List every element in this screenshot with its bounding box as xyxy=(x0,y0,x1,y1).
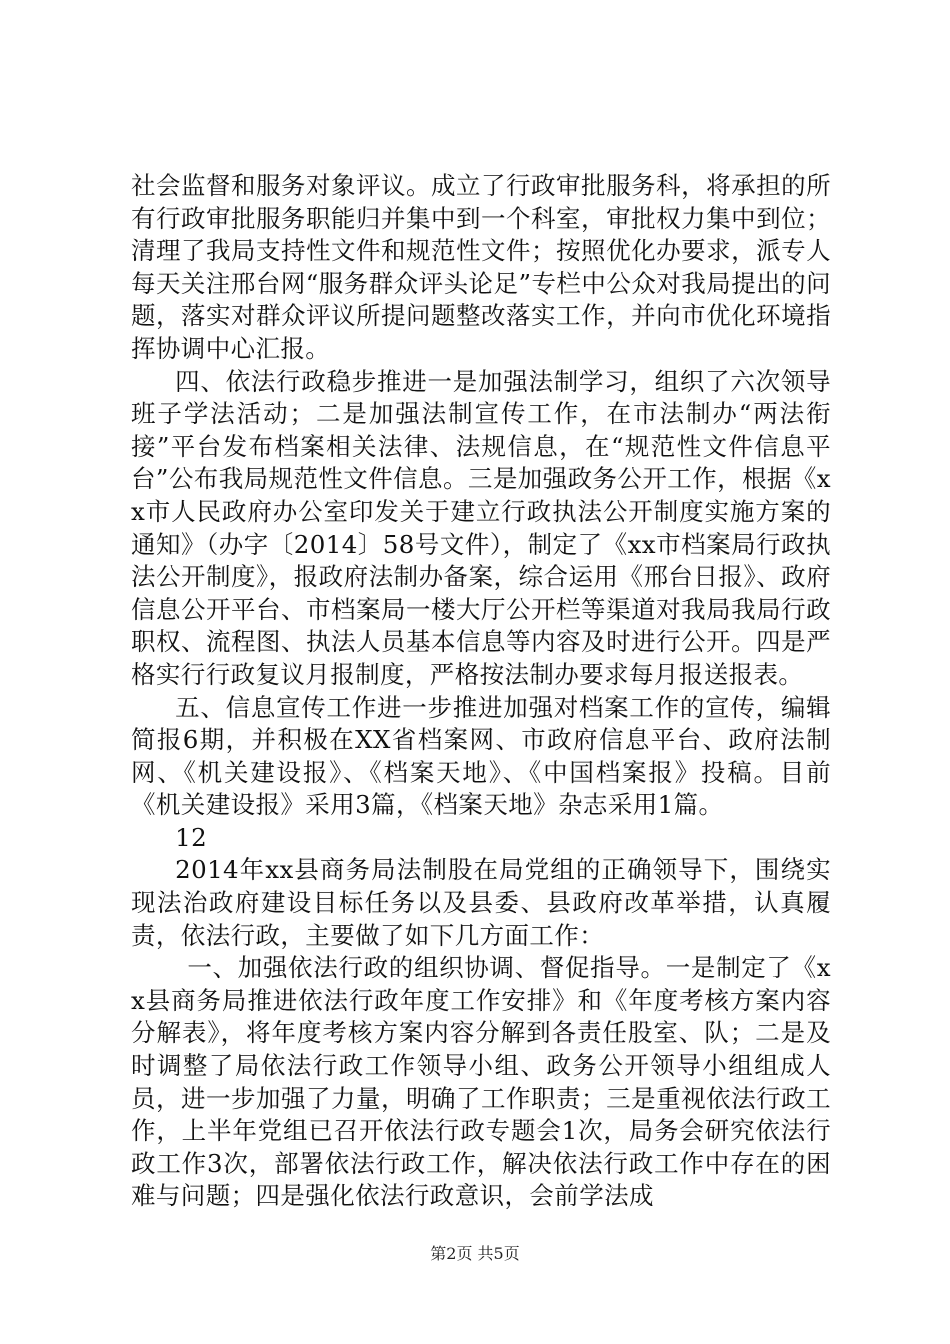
paragraph-intro-2014: 2014年xx县商务局法制股在局党组的正确领导下，围绕实现法治政府建设目标任务以及县委、县政府改革举措，认真履责，依法行政，主要做了如下几方面工作： xyxy=(131,855,831,950)
paragraph-section-one: 一、加强依法行政的组织协调、督促指导。一是制定了《xx县商务局推进依法行政年度工作安排》和《年度考核方案内容分解表》，将年度考核方案内容分解到各责任股室、队；二是及时调整了局依法行政工作领导小组、政务公开领导小组组成人员，进一步加强了力量，明确了工作职责；三是重视依法行政工作，上半年党组已召开依法行政专题会1次，局务会研究依法行政工作3次，部署依法行政工作，解决依法行政工作中存在的困难与问题；四是强化依法行政意识，会前学法成 xyxy=(131,953,831,1211)
paragraph-number-marker: 12 xyxy=(175,822,208,852)
paragraph-continuation: 社会监督和服务对象评议。成立了行政审批服务科，将承担的所有行政审批服务职能归并集中到一个科室，审批权力集中到位；清理了我局支持性文件和规范性文件；按照优化办要求，派专人每天关注邢台网“服务群众评头论足”专栏中公众对我局提出的问题，落实对群众评议所提问题整改落实工作，并向市优化环境指挥协调中心汇报。 xyxy=(131,171,831,363)
paragraph-section-four: 四、依法行政稳步推进一是加强法制学习，组织了六次领导班子学法活动；二是加强法制宣传工作，在市法制办“两法衔接”平台发布档案相关法律、法规信息，在“规范性文件信息平台”公布我局规范性文件信息。三是加强政务公开工作，根据《xx市人民政府办公室印发关于建立行政执法公开制度实施方案的通知》（办字〔2014〕58号文件），制定了《xx市档案局行政执法公开制度》，报政府法制办备案，综合运用《邢台日报》、政府信息公开平台、市档案局一楼大厅公开栏等渠道对我局我局行政职权、流程图、执法人员基本信息等内容及时进行公开。四是严格实行行政复议月报制度，严格按法制办要求每月报送报表。 xyxy=(131,366,831,689)
document-body xyxy=(131,170,831,1213)
page-footer: 第2页 共5页 xyxy=(430,1244,520,1263)
paragraph-section-five: 五、信息宣传工作进一步推进加强对档案工作的宣传，编辑简报6期，并积极在XX省档案网、市政府信息平台、政府法制网、《机关建设报》、《档案天地》、《中国档案报》投稿。目前《机关建设报》采用3篇，《档案天地》杂志采用1篇。 xyxy=(131,692,831,820)
